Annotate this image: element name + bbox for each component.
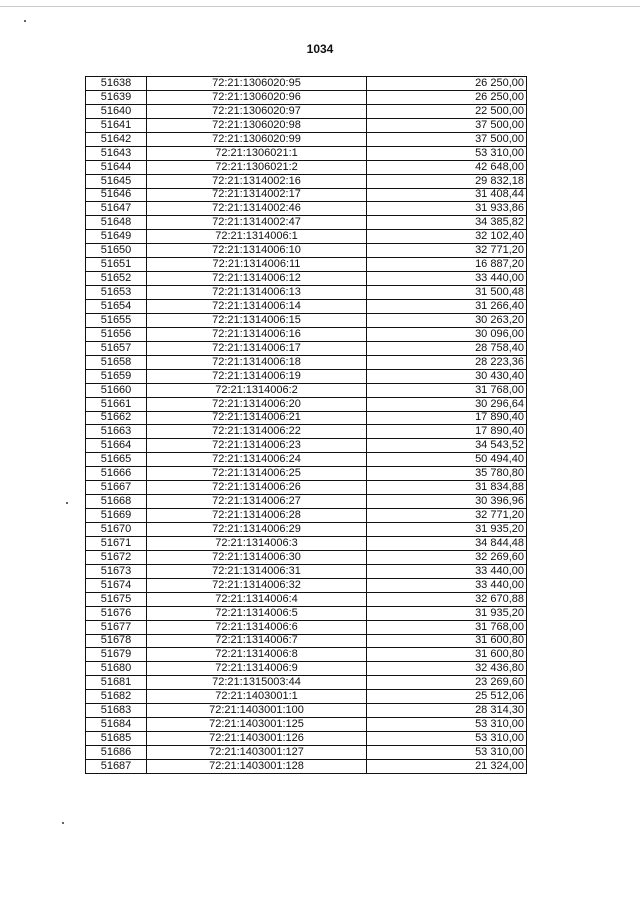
value-cell: 17 890,40 bbox=[367, 411, 527, 425]
table-row bbox=[86, 272, 527, 286]
cadastral-number-cell: 72:21:1314006:11 bbox=[147, 258, 367, 272]
scan-speck bbox=[62, 822, 64, 824]
value-cell: 34 543,52 bbox=[367, 439, 527, 453]
table-row bbox=[86, 676, 527, 690]
table-row bbox=[86, 690, 527, 704]
cadastral-number-cell: 72:21:1314006:8 bbox=[147, 648, 367, 662]
cadastral-number-cell: 72:21:1314006:3 bbox=[147, 536, 367, 550]
value-cell: 31 834,88 bbox=[367, 481, 527, 495]
scan-speck bbox=[66, 502, 68, 504]
table-row bbox=[86, 495, 527, 509]
scan-speck bbox=[24, 20, 26, 22]
cadastral-number-cell: 72:21:1403001:126 bbox=[147, 732, 367, 746]
value-cell: 31 768,00 bbox=[367, 620, 527, 634]
value-cell: 23 269,60 bbox=[367, 676, 527, 690]
table-row bbox=[86, 453, 527, 467]
table-row bbox=[86, 550, 527, 564]
table-row bbox=[86, 523, 527, 537]
value-cell: 21 324,00 bbox=[367, 759, 527, 773]
table-row bbox=[86, 313, 527, 327]
row-number-cell: 51667 bbox=[86, 481, 147, 495]
row-number-cell: 51664 bbox=[86, 439, 147, 453]
value-cell: 42 648,00 bbox=[367, 160, 527, 174]
value-cell: 32 670,88 bbox=[367, 592, 527, 606]
value-cell: 32 269,60 bbox=[367, 550, 527, 564]
cadastral-number-cell: 72:21:1314002:47 bbox=[147, 216, 367, 230]
row-number-cell: 51668 bbox=[86, 495, 147, 509]
row-number-cell: 51645 bbox=[86, 174, 147, 188]
cadastral-number-cell: 72:21:1314002:16 bbox=[147, 174, 367, 188]
value-cell: 28 758,40 bbox=[367, 341, 527, 355]
cadastral-number-cell: 72:21:1314006:7 bbox=[147, 634, 367, 648]
row-number-cell: 51670 bbox=[86, 523, 147, 537]
value-cell: 33 440,00 bbox=[367, 272, 527, 286]
value-cell: 30 396,96 bbox=[367, 495, 527, 509]
row-number-cell: 51646 bbox=[86, 188, 147, 202]
value-cell: 53 310,00 bbox=[367, 746, 527, 760]
table-row bbox=[86, 746, 527, 760]
cadastral-number-cell: 72:21:1306020:97 bbox=[147, 104, 367, 118]
row-number-cell: 51665 bbox=[86, 453, 147, 467]
row-number-cell: 51660 bbox=[86, 383, 147, 397]
cadastral-number-cell: 72:21:1314006:1 bbox=[147, 230, 367, 244]
row-number-cell: 51687 bbox=[86, 759, 147, 773]
cadastral-number-cell: 72:21:1314006:21 bbox=[147, 411, 367, 425]
cadastral-number-cell: 72:21:1314006:24 bbox=[147, 453, 367, 467]
cadastral-number-cell: 72:21:1314006:20 bbox=[147, 397, 367, 411]
cadastral-value-table bbox=[85, 76, 527, 774]
cadastral-number-cell: 72:21:1314006:27 bbox=[147, 495, 367, 509]
cadastral-number-cell: 72:21:1314006:10 bbox=[147, 244, 367, 258]
value-cell: 31 266,40 bbox=[367, 300, 527, 314]
value-cell: 53 310,00 bbox=[367, 718, 527, 732]
row-number-cell: 51653 bbox=[86, 286, 147, 300]
value-cell: 28 314,30 bbox=[367, 704, 527, 718]
value-cell: 31 768,00 bbox=[367, 383, 527, 397]
value-cell: 26 250,00 bbox=[367, 77, 527, 91]
cadastral-number-cell: 72:21:1314006:5 bbox=[147, 606, 367, 620]
row-number-cell: 51681 bbox=[86, 676, 147, 690]
value-cell: 26 250,00 bbox=[367, 90, 527, 104]
value-cell: 30 296,64 bbox=[367, 397, 527, 411]
row-number-cell: 51682 bbox=[86, 690, 147, 704]
cadastral-number-cell: 72:21:1306020:99 bbox=[147, 132, 367, 146]
row-number-cell: 51647 bbox=[86, 202, 147, 216]
row-number-cell: 51652 bbox=[86, 272, 147, 286]
row-number-cell: 51684 bbox=[86, 718, 147, 732]
cadastral-number-cell: 72:21:1314006:22 bbox=[147, 425, 367, 439]
row-number-cell: 51648 bbox=[86, 216, 147, 230]
table-row bbox=[86, 648, 527, 662]
value-cell: 28 223,36 bbox=[367, 355, 527, 369]
table-row bbox=[86, 564, 527, 578]
value-cell: 31 935,20 bbox=[367, 606, 527, 620]
table-row bbox=[86, 230, 527, 244]
table-row bbox=[86, 216, 527, 230]
cadastral-number-cell: 72:21:1306020:98 bbox=[147, 118, 367, 132]
cadastral-number-cell: 72:21:1314006:28 bbox=[147, 509, 367, 523]
row-number-cell: 51640 bbox=[86, 104, 147, 118]
row-number-cell: 51669 bbox=[86, 509, 147, 523]
cadastral-number-cell: 72:21:1306021:2 bbox=[147, 160, 367, 174]
table-row bbox=[86, 732, 527, 746]
row-number-cell: 51672 bbox=[86, 550, 147, 564]
table-row bbox=[86, 174, 527, 188]
value-cell: 31 600,80 bbox=[367, 634, 527, 648]
cadastral-number-cell: 72:21:1314006:23 bbox=[147, 439, 367, 453]
value-cell: 30 263,20 bbox=[367, 313, 527, 327]
cadastral-number-cell: 72:21:1314006:15 bbox=[147, 313, 367, 327]
row-number-cell: 51651 bbox=[86, 258, 147, 272]
table-row bbox=[86, 425, 527, 439]
value-cell: 31 933,86 bbox=[367, 202, 527, 216]
row-number-cell: 51659 bbox=[86, 369, 147, 383]
row-number-cell: 51656 bbox=[86, 327, 147, 341]
table-row bbox=[86, 383, 527, 397]
row-number-cell: 51671 bbox=[86, 536, 147, 550]
row-number-cell: 51643 bbox=[86, 146, 147, 160]
table-row bbox=[86, 759, 527, 773]
row-number-cell: 51678 bbox=[86, 634, 147, 648]
table-row bbox=[86, 160, 527, 174]
row-number-cell: 51638 bbox=[86, 77, 147, 91]
table-row bbox=[86, 411, 527, 425]
table-row bbox=[86, 355, 527, 369]
row-number-cell: 51685 bbox=[86, 732, 147, 746]
cadastral-number-cell: 72:21:1314006:31 bbox=[147, 564, 367, 578]
table-row bbox=[86, 704, 527, 718]
table-row bbox=[86, 369, 527, 383]
row-number-cell: 51641 bbox=[86, 118, 147, 132]
value-cell: 31 935,20 bbox=[367, 523, 527, 537]
cadastral-number-cell: 72:21:1403001:1 bbox=[147, 690, 367, 704]
value-cell: 32 436,80 bbox=[367, 662, 527, 676]
value-cell: 30 430,40 bbox=[367, 369, 527, 383]
value-cell: 16 887,20 bbox=[367, 258, 527, 272]
cadastral-number-cell: 72:21:1314006:26 bbox=[147, 481, 367, 495]
cadastral-number-cell: 72:21:1403001:125 bbox=[147, 718, 367, 732]
cadastral-number-cell: 72:21:1403001:127 bbox=[147, 746, 367, 760]
table-row bbox=[86, 620, 527, 634]
cadastral-number-cell: 72:21:1315003:44 bbox=[147, 676, 367, 690]
table-row bbox=[86, 341, 527, 355]
table-row bbox=[86, 188, 527, 202]
table-row bbox=[86, 90, 527, 104]
value-cell: 31 408,44 bbox=[367, 188, 527, 202]
value-cell: 37 500,00 bbox=[367, 118, 527, 132]
row-number-cell: 51680 bbox=[86, 662, 147, 676]
value-cell: 31 600,80 bbox=[367, 648, 527, 662]
cadastral-number-cell: 72:21:1314006:4 bbox=[147, 592, 367, 606]
value-cell: 35 780,80 bbox=[367, 467, 527, 481]
row-number-cell: 51657 bbox=[86, 341, 147, 355]
cadastral-number-cell: 72:21:1314006:25 bbox=[147, 467, 367, 481]
table-row bbox=[86, 77, 527, 91]
row-number-cell: 51677 bbox=[86, 620, 147, 634]
table-row bbox=[86, 258, 527, 272]
row-number-cell: 51658 bbox=[86, 355, 147, 369]
row-number-cell: 51673 bbox=[86, 564, 147, 578]
row-number-cell: 51662 bbox=[86, 411, 147, 425]
cadastral-number-cell: 72:21:1306021:1 bbox=[147, 146, 367, 160]
cadastral-number-cell: 72:21:1314006:14 bbox=[147, 300, 367, 314]
value-cell: 33 440,00 bbox=[367, 578, 527, 592]
row-number-cell: 51683 bbox=[86, 704, 147, 718]
row-number-cell: 51644 bbox=[86, 160, 147, 174]
cadastral-number-cell: 72:21:1314006:17 bbox=[147, 341, 367, 355]
row-number-cell: 51649 bbox=[86, 230, 147, 244]
table-row bbox=[86, 578, 527, 592]
table-row bbox=[86, 592, 527, 606]
table-row bbox=[86, 536, 527, 550]
row-number-cell: 51639 bbox=[86, 90, 147, 104]
table-row bbox=[86, 132, 527, 146]
cadastral-number-cell: 72:21:1314006:2 bbox=[147, 383, 367, 397]
cadastral-number-cell: 72:21:1314006:9 bbox=[147, 662, 367, 676]
table-body bbox=[86, 77, 527, 774]
row-number-cell: 51675 bbox=[86, 592, 147, 606]
table-row bbox=[86, 327, 527, 341]
table-row bbox=[86, 439, 527, 453]
value-cell: 17 890,40 bbox=[367, 425, 527, 439]
cadastral-number-cell: 72:21:1314006:12 bbox=[147, 272, 367, 286]
table-row bbox=[86, 606, 527, 620]
value-cell: 34 844,48 bbox=[367, 536, 527, 550]
page-number: 1034 bbox=[306, 42, 334, 56]
cadastral-number-cell: 72:21:1314002:46 bbox=[147, 202, 367, 216]
cadastral-number-cell: 72:21:1314006:6 bbox=[147, 620, 367, 634]
table-row bbox=[86, 286, 527, 300]
cadastral-number-cell: 72:21:1314002:17 bbox=[147, 188, 367, 202]
table-row bbox=[86, 718, 527, 732]
cadastral-number-cell: 72:21:1314006:16 bbox=[147, 327, 367, 341]
value-cell: 25 512,06 bbox=[367, 690, 527, 704]
value-cell: 53 310,00 bbox=[367, 146, 527, 160]
value-cell: 34 385,82 bbox=[367, 216, 527, 230]
row-number-cell: 51663 bbox=[86, 425, 147, 439]
table-row bbox=[86, 146, 527, 160]
cadastral-number-cell: 72:21:1403001:128 bbox=[147, 759, 367, 773]
row-number-cell: 51686 bbox=[86, 746, 147, 760]
value-cell: 50 494,40 bbox=[367, 453, 527, 467]
page-top-edge bbox=[0, 6, 640, 7]
cadastral-number-cell: 72:21:1306020:96 bbox=[147, 90, 367, 104]
cadastral-number-cell: 72:21:1314006:19 bbox=[147, 369, 367, 383]
table-row bbox=[86, 202, 527, 216]
value-cell: 30 096,00 bbox=[367, 327, 527, 341]
row-number-cell: 51674 bbox=[86, 578, 147, 592]
cadastral-number-cell: 72:21:1314006:13 bbox=[147, 286, 367, 300]
cadastral-number-cell: 72:21:1306020:95 bbox=[147, 77, 367, 91]
row-number-cell: 51642 bbox=[86, 132, 147, 146]
row-number-cell: 51661 bbox=[86, 397, 147, 411]
cadastral-number-cell: 72:21:1403001:100 bbox=[147, 704, 367, 718]
table-row bbox=[86, 118, 527, 132]
table-row bbox=[86, 104, 527, 118]
table-row bbox=[86, 509, 527, 523]
row-number-cell: 51655 bbox=[86, 313, 147, 327]
value-cell: 32 771,20 bbox=[367, 244, 527, 258]
cadastral-number-cell: 72:21:1314006:32 bbox=[147, 578, 367, 592]
table-row bbox=[86, 300, 527, 314]
row-number-cell: 51679 bbox=[86, 648, 147, 662]
value-cell: 29 832,18 bbox=[367, 174, 527, 188]
table-row bbox=[86, 397, 527, 411]
value-cell: 31 500,48 bbox=[367, 286, 527, 300]
cadastral-number-cell: 72:21:1314006:18 bbox=[147, 355, 367, 369]
value-cell: 32 102,40 bbox=[367, 230, 527, 244]
value-cell: 33 440,00 bbox=[367, 564, 527, 578]
row-number-cell: 51650 bbox=[86, 244, 147, 258]
table-row bbox=[86, 467, 527, 481]
row-number-cell: 51676 bbox=[86, 606, 147, 620]
value-cell: 22 500,00 bbox=[367, 104, 527, 118]
value-cell: 32 771,20 bbox=[367, 509, 527, 523]
table-row bbox=[86, 662, 527, 676]
cadastral-number-cell: 72:21:1314006:30 bbox=[147, 550, 367, 564]
value-cell: 37 500,00 bbox=[367, 132, 527, 146]
table-row bbox=[86, 481, 527, 495]
row-number-cell: 51654 bbox=[86, 300, 147, 314]
value-cell: 53 310,00 bbox=[367, 732, 527, 746]
table-row bbox=[86, 244, 527, 258]
table-row bbox=[86, 634, 527, 648]
cadastral-number-cell: 72:21:1314006:29 bbox=[147, 523, 367, 537]
row-number-cell: 51666 bbox=[86, 467, 147, 481]
